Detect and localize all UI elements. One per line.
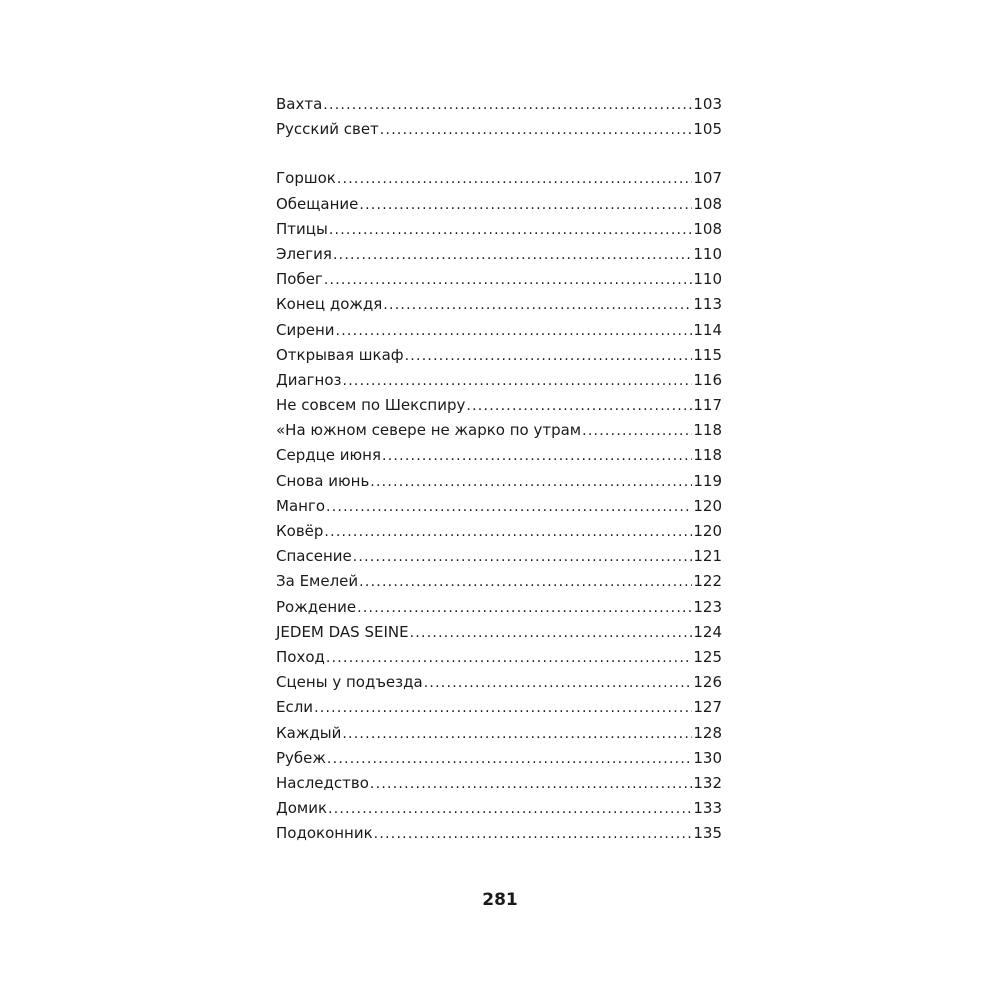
toc-entry bbox=[276, 746, 722, 771]
toc-group bbox=[276, 166, 722, 846]
dot-leader bbox=[380, 117, 693, 143]
toc-entry-title: Вахта bbox=[276, 95, 323, 113]
toc-entry bbox=[276, 519, 722, 544]
toc-entry-title: Рождение bbox=[276, 597, 357, 616]
dot-leader bbox=[314, 695, 692, 721]
toc-entry-title: За Емелей bbox=[276, 572, 359, 591]
dot-leader bbox=[343, 368, 693, 394]
toc-entry bbox=[276, 217, 722, 242]
toc-entry-title: Элегия bbox=[276, 244, 332, 263]
toc-entry-page: 133 bbox=[693, 799, 722, 818]
toc-entry bbox=[276, 796, 722, 821]
dot-leader bbox=[337, 166, 693, 192]
toc-entry-page: 127 bbox=[693, 698, 722, 717]
toc-entry-page: 128 bbox=[693, 723, 722, 742]
dot-leader bbox=[359, 569, 692, 595]
dot-leader bbox=[326, 494, 692, 520]
dot-leader bbox=[329, 217, 693, 243]
dot-leader bbox=[324, 519, 692, 545]
toc-entry-page: 120 bbox=[693, 496, 722, 515]
toc-entry-page: 110 bbox=[693, 244, 722, 263]
toc-entry bbox=[276, 242, 722, 267]
toc-entry bbox=[276, 695, 722, 720]
toc-entry-page: 119 bbox=[693, 471, 722, 490]
toc-entry bbox=[276, 595, 722, 620]
dot-leader bbox=[410, 620, 693, 646]
toc-entry bbox=[276, 267, 722, 292]
toc-entry-page: 115 bbox=[693, 345, 722, 364]
toc-entry-page: 113 bbox=[693, 295, 722, 314]
toc-entry-title: Открывая шкаф bbox=[276, 345, 404, 364]
toc-entry bbox=[276, 620, 722, 645]
toc-entry-title: «На южном севере не жарко по утрам bbox=[276, 421, 582, 440]
toc-entry bbox=[276, 418, 722, 443]
toc-entry-page: 124 bbox=[693, 622, 722, 641]
toc-entry-page: 122 bbox=[693, 572, 722, 591]
toc-entry-title: Сирени bbox=[276, 320, 335, 339]
toc-entry-page: 125 bbox=[693, 647, 722, 666]
toc-entry-title: Домик bbox=[276, 799, 328, 818]
toc-entry-title: Наследство bbox=[276, 773, 369, 792]
dot-leader bbox=[370, 469, 692, 495]
toc-entry bbox=[276, 821, 722, 846]
toc-entry-page: 107 bbox=[693, 169, 722, 188]
toc-entry bbox=[276, 721, 722, 746]
toc-entry bbox=[276, 771, 722, 796]
toc-entry-page: 126 bbox=[693, 673, 722, 692]
toc-entry bbox=[276, 670, 722, 695]
toc-entry bbox=[276, 544, 722, 569]
dot-leader bbox=[324, 267, 693, 293]
toc-entry-title: JEDEM DAS SEINE bbox=[276, 622, 409, 641]
dot-leader bbox=[336, 318, 693, 344]
toc-entry-title: Побег bbox=[276, 270, 323, 289]
toc-entry bbox=[276, 292, 722, 317]
toc-entry-title: Обещание bbox=[276, 194, 359, 213]
toc-entry-page: 120 bbox=[693, 522, 722, 540]
toc-entry-title: Спасение bbox=[276, 547, 352, 566]
toc-entry-page: 130 bbox=[693, 748, 722, 767]
dot-leader bbox=[374, 821, 693, 847]
dot-leader bbox=[383, 292, 692, 318]
toc-entry-page: 117 bbox=[693, 396, 722, 415]
toc-entry-page: 135 bbox=[693, 824, 722, 843]
toc-entry bbox=[276, 368, 722, 393]
dot-leader bbox=[405, 343, 693, 369]
toc-entry-page: 103 bbox=[693, 95, 722, 113]
dot-leader bbox=[424, 670, 693, 696]
toc-entry-title: Сердце июня bbox=[276, 446, 382, 465]
dot-leader bbox=[582, 418, 692, 444]
toc-entry-title: Сцены у подъезда bbox=[276, 673, 423, 692]
toc-entry bbox=[276, 393, 722, 418]
toc-entry-page: 116 bbox=[693, 370, 722, 389]
toc-entry-page: 123 bbox=[693, 597, 722, 616]
toc-entry bbox=[276, 117, 722, 142]
dot-leader bbox=[333, 242, 692, 268]
dot-leader bbox=[466, 393, 692, 419]
toc-entry bbox=[276, 494, 722, 519]
toc-group bbox=[276, 92, 722, 142]
dot-leader bbox=[327, 746, 692, 772]
dot-leader bbox=[357, 595, 692, 621]
toc-entry-title: Не совсем по Шекспиру bbox=[276, 396, 466, 415]
toc-entry-page: 105 bbox=[693, 120, 722, 139]
toc-entry-title: Ковёр bbox=[276, 522, 324, 540]
toc-entry-title: Поход bbox=[276, 647, 325, 666]
toc-entry-title: Если bbox=[276, 698, 314, 717]
toc-entry-page: 114 bbox=[693, 320, 722, 339]
toc-entry bbox=[276, 343, 722, 368]
toc-entry bbox=[276, 443, 722, 468]
toc-entry bbox=[276, 192, 722, 217]
toc-entry-title: Птицы bbox=[276, 219, 328, 238]
toc-entry-page: 108 bbox=[693, 194, 722, 213]
table-of-contents bbox=[276, 92, 722, 846]
dot-leader bbox=[328, 796, 692, 822]
toc-entry-title: Снова июнь bbox=[276, 471, 370, 490]
toc-entry-title: Конец дождя bbox=[276, 295, 383, 314]
toc-entry-title: Диагноз bbox=[276, 370, 342, 389]
dot-leader bbox=[323, 92, 692, 118]
page-number: 281 bbox=[482, 890, 518, 910]
toc-entry-page: 132 bbox=[693, 773, 722, 792]
toc-entry-title: Рубеж bbox=[276, 748, 326, 767]
dot-leader bbox=[382, 443, 692, 469]
dot-leader bbox=[326, 645, 692, 671]
dot-leader bbox=[353, 544, 693, 570]
toc-entry-page: 118 bbox=[693, 446, 722, 465]
toc-entry-title: Русский свет bbox=[276, 120, 379, 139]
toc-entry bbox=[276, 569, 722, 594]
toc-entry-page: 108 bbox=[693, 219, 722, 238]
toc-entry bbox=[276, 166, 722, 191]
toc-entry bbox=[276, 469, 722, 494]
dot-leader bbox=[370, 771, 692, 797]
toc-entry-title: Подоконник bbox=[276, 824, 373, 843]
toc-entry bbox=[276, 318, 722, 343]
toc-entry bbox=[276, 645, 722, 670]
dot-leader bbox=[359, 192, 692, 218]
toc-entry-page: 118 bbox=[693, 421, 722, 440]
toc-entry-title: Горшок bbox=[276, 169, 336, 188]
dot-leader bbox=[342, 721, 692, 747]
toc-entry-page: 110 bbox=[693, 270, 722, 289]
toc-entry-page: 121 bbox=[693, 547, 722, 566]
toc-entry-title: Манго bbox=[276, 496, 325, 515]
toc-entry bbox=[276, 92, 722, 117]
toc-entry-title: Каждый bbox=[276, 723, 342, 742]
